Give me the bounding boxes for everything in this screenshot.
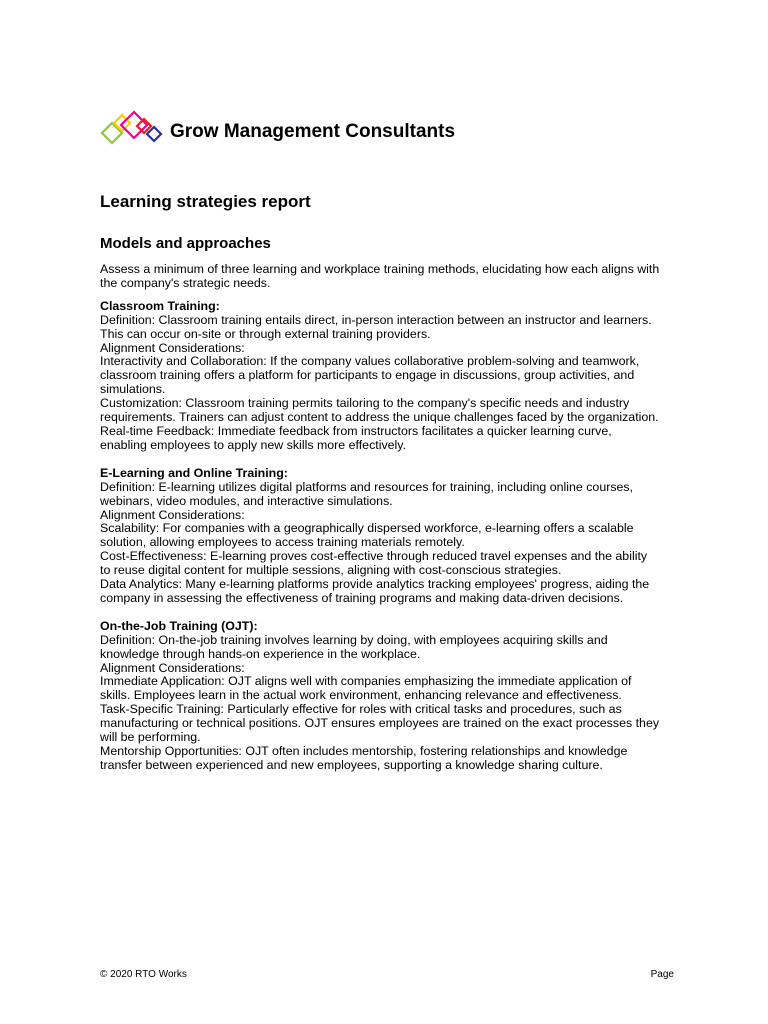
method-line: Cost-Effectiveness: E-learning proves cost-effective through reduced travel expenses and the ability to reuse digital content for multiple sessions, aligning with cost-conscious strategies. bbox=[100, 549, 648, 578]
method-line: Alignment Considerations: bbox=[100, 660, 245, 675]
method-line: Real-time Feedback: Immediate feedback from instructors facilitates a quicker learning curve, enabling employees to apply new skills more effectively. bbox=[100, 423, 612, 452]
method-line: Immediate Application: OJT aligns well with companies emphasizing the immediate application of skills. Employees learn in the actual work environment, enhancing relevance and effectiveness. bbox=[100, 674, 632, 703]
method-line: Alignment Considerations: bbox=[100, 507, 245, 522]
methods-list bbox=[100, 300, 660, 773]
report-title: Learning strategies report bbox=[100, 192, 311, 211]
method-line: Mentorship Opportunities: OJT often includes mentorship, fostering relationships and knowledge transfer between experienced and new employees, supporting a knowledge sharing culture. bbox=[100, 744, 628, 772]
method-title: On-the-Job Training (OJT): bbox=[100, 618, 258, 633]
company-name: Grow Management Consultants bbox=[170, 121, 456, 142]
method-title: E-Learning and Online Training: bbox=[100, 465, 288, 480]
method-title: Classroom Training: bbox=[100, 298, 220, 313]
method-line: Scalability: For companies with a geographically dispersed workforce, e-learning offers a scalable solution, allowing employees to access training materials remotely. bbox=[100, 521, 634, 550]
diamond-logo-icon bbox=[100, 109, 164, 155]
method-line: Definition: Classroom training entails direct, in-person interaction between an instructor and learners. This can occur on-site or through external training providers. bbox=[100, 312, 652, 341]
footer-page-label: Page bbox=[650, 969, 674, 980]
method-section bbox=[100, 620, 660, 773]
method-section bbox=[100, 300, 660, 453]
method-line: Data Analytics: Many e-learning platforms provide analytics tracking employees' progress, aiding the company in assessing the effectiveness of training programs and making data-driven decisions. bbox=[100, 577, 650, 605]
document-header bbox=[100, 109, 455, 155]
method-line: Definition: E-learning utilizes digital platforms and resources for training, including online courses, webinars, video modules, and interactive simulations. bbox=[100, 479, 634, 508]
method-line: Alignment Considerations: bbox=[100, 340, 245, 355]
section-heading: Models and approaches bbox=[100, 235, 271, 252]
method-line: Task-Specific Training: Particularly effective for roles with critical tasks and procedures, such as manufacturing or technical positions. OJT ensures employees are trained on the exact processes they will be performing. bbox=[100, 702, 660, 745]
intro-paragraph: Assess a minimum of three learning and workplace training methods, elucidating how each aligns with the company's strategic needs. bbox=[100, 262, 660, 290]
footer-copyright: © 2020 RTO Works bbox=[100, 969, 187, 980]
report-body bbox=[100, 235, 660, 787]
method-line: Customization: Classroom training permits tailoring to the company's specific needs and industry requirements. Trainers can adjust content to address the unique challenges faced by the organization. bbox=[100, 396, 659, 425]
method-line: Interactivity and Collaboration: If the company values collaborative problem-solving and teamwork, classroom training offers a platform for participants to engage in discussions, group activities, and simulations. bbox=[100, 354, 640, 397]
method-section bbox=[100, 467, 660, 606]
method-line: Definition: On-the-job training involves learning by doing, with employees acquiring skills and knowledge through hands-on experience in the workplace. bbox=[100, 632, 608, 661]
